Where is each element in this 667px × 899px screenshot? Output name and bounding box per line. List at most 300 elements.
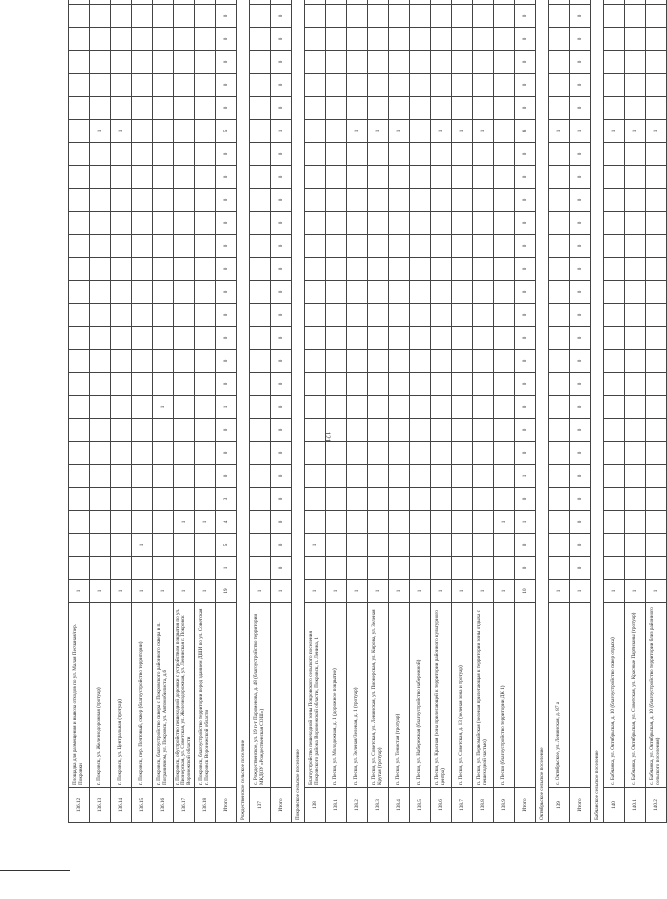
- value-cell: [604, 511, 625, 534]
- value-cell: 1: [153, 396, 174, 419]
- value-cell: [452, 5, 473, 28]
- value-cell: [326, 511, 347, 534]
- value-cell: [452, 327, 473, 350]
- object-description: с. Октябрьское, ул. Ленинская, д. 87 а: [549, 603, 570, 788]
- value-cell: [69, 51, 90, 74]
- value-cell: 0: [271, 488, 292, 511]
- value-cell: 0: [216, 373, 237, 396]
- value-cell: [132, 28, 153, 51]
- value-cell: [132, 488, 153, 511]
- value-cell: [305, 166, 326, 189]
- table-row: [347, 0, 368, 823]
- value-cell: [452, 557, 473, 580]
- value-cell: [549, 258, 570, 281]
- value-cell: [625, 419, 646, 442]
- value-cell: [368, 0, 389, 5]
- value-cell: [473, 511, 494, 534]
- value-cell: [195, 258, 216, 281]
- value-cell: 0: [271, 28, 292, 51]
- value-cell: [153, 28, 174, 51]
- value-cell: 0: [216, 97, 237, 120]
- value-cell: 0: [570, 465, 591, 488]
- value-cell: [111, 327, 132, 350]
- row-number: 136.16: [153, 788, 174, 823]
- value-cell: [195, 465, 216, 488]
- value-cell: [368, 51, 389, 74]
- value-cell: [132, 396, 153, 419]
- value-cell: [549, 488, 570, 511]
- value-cell: [625, 235, 646, 258]
- value-cell: [389, 396, 410, 419]
- value-cell: [473, 557, 494, 580]
- table-row: [625, 0, 646, 823]
- value-cell: [549, 465, 570, 488]
- value-cell: 1: [216, 396, 237, 419]
- row-number: 139: [549, 788, 570, 823]
- row-number: 138.3: [368, 788, 389, 823]
- value-cell: [326, 166, 347, 189]
- value-cell: 0: [515, 51, 536, 74]
- value-cell: [174, 258, 195, 281]
- value-cell: [90, 373, 111, 396]
- value-cell: [549, 373, 570, 396]
- value-cell: [410, 120, 431, 143]
- value-cell: [604, 5, 625, 28]
- value-cell: 1: [305, 580, 326, 603]
- value-cell: [368, 74, 389, 97]
- value-cell: [132, 51, 153, 74]
- value-cell: [368, 511, 389, 534]
- value-cell: 1: [174, 580, 195, 603]
- value-cell: [646, 304, 667, 327]
- value-cell: [494, 166, 515, 189]
- value-cell: 0: [515, 143, 536, 166]
- value-cell: [494, 281, 515, 304]
- value-cell: [90, 97, 111, 120]
- value-cell: [410, 166, 431, 189]
- value-cell: [452, 74, 473, 97]
- value-cell: 0: [515, 396, 536, 419]
- value-cell: [368, 373, 389, 396]
- value-cell: [174, 396, 195, 419]
- value-cell: [604, 557, 625, 580]
- value-cell: 0: [216, 442, 237, 465]
- row-number: 140.2: [646, 788, 667, 823]
- object-description: г. Покровск, пер. Почтовый, сквер (благоустройство территории): [132, 603, 153, 788]
- value-cell: [646, 281, 667, 304]
- value-cell: [347, 5, 368, 28]
- object-description: п. Пески (благоустройство территории ДК 1): [494, 603, 515, 788]
- value-cell: [132, 281, 153, 304]
- value-cell: [195, 143, 216, 166]
- value-cell: [305, 120, 326, 143]
- value-cell: [195, 373, 216, 396]
- value-cell: [473, 534, 494, 557]
- value-cell: [494, 120, 515, 143]
- value-cell: [195, 442, 216, 465]
- value-cell: 1: [646, 580, 667, 603]
- value-cell: [625, 166, 646, 189]
- value-cell: [452, 396, 473, 419]
- value-cell: [410, 396, 431, 419]
- value-cell: [368, 304, 389, 327]
- value-cell: [368, 442, 389, 465]
- value-cell: 0: [570, 28, 591, 51]
- value-cell: [410, 281, 431, 304]
- value-cell: [305, 212, 326, 235]
- object-description: п. Пески, ул. Тенистая (тротуар): [389, 603, 410, 788]
- value-cell: [174, 281, 195, 304]
- value-cell: [549, 304, 570, 327]
- value-cell: [111, 557, 132, 580]
- value-cell: 1: [195, 580, 216, 603]
- value-cell: [452, 97, 473, 120]
- value-cell: [305, 350, 326, 373]
- value-cell: 0: [271, 5, 292, 28]
- table-row: [604, 0, 625, 823]
- value-cell: 0: [216, 235, 237, 258]
- value-cell: [368, 534, 389, 557]
- value-cell: 0: [271, 373, 292, 396]
- value-cell: 0: [570, 442, 591, 465]
- value-cell: [174, 212, 195, 235]
- value-cell: [410, 74, 431, 97]
- value-cell: [368, 235, 389, 258]
- value-cell: [389, 373, 410, 396]
- value-cell: [90, 235, 111, 258]
- value-cell: 1: [494, 580, 515, 603]
- value-cell: 0: [515, 373, 536, 396]
- value-cell: [132, 189, 153, 212]
- value-cell: [326, 143, 347, 166]
- value-cell: [549, 143, 570, 166]
- value-cell: [111, 28, 132, 51]
- value-cell: [473, 189, 494, 212]
- value-cell: 0: [570, 97, 591, 120]
- value-cell: [111, 281, 132, 304]
- value-cell: [153, 212, 174, 235]
- value-cell: 1: [570, 580, 591, 603]
- value-cell: 0: [271, 97, 292, 120]
- value-cell: [494, 534, 515, 557]
- value-cell: [431, 396, 452, 419]
- value-cell: [90, 534, 111, 557]
- value-cell: [69, 212, 90, 235]
- row-number: 138.1: [326, 788, 347, 823]
- value-cell: 0: [515, 74, 536, 97]
- value-cell: [452, 442, 473, 465]
- value-cell: 0: [271, 557, 292, 580]
- value-cell: 1: [625, 120, 646, 143]
- row-number: 138.4: [389, 788, 410, 823]
- value-cell: [305, 258, 326, 281]
- value-cell: [410, 350, 431, 373]
- value-cell: [111, 212, 132, 235]
- value-cell: [250, 120, 271, 143]
- value-cell: 1: [347, 120, 368, 143]
- value-cell: [153, 511, 174, 534]
- value-cell: [452, 166, 473, 189]
- value-cell: [195, 189, 216, 212]
- value-cell: [174, 465, 195, 488]
- value-cell: [389, 5, 410, 28]
- value-cell: [195, 97, 216, 120]
- value-cell: [132, 166, 153, 189]
- value-cell: 0: [515, 189, 536, 212]
- value-cell: [326, 350, 347, 373]
- value-cell: [473, 258, 494, 281]
- value-cell: 0: [216, 28, 237, 51]
- page-number: 121: [323, 431, 332, 443]
- value-cell: [494, 28, 515, 51]
- value-cell: [494, 258, 515, 281]
- value-cell: [646, 51, 667, 74]
- value-cell: [549, 0, 570, 5]
- table-row: [368, 0, 389, 823]
- value-cell: [431, 511, 452, 534]
- value-cell: [111, 442, 132, 465]
- object-description: г. Покровск, ул. Железнодорожная (тротуар): [90, 603, 111, 788]
- value-cell: [625, 74, 646, 97]
- value-cell: [604, 212, 625, 235]
- table-row: [452, 0, 473, 823]
- value-cell: [90, 28, 111, 51]
- value-cell: [646, 74, 667, 97]
- value-cell: [494, 396, 515, 419]
- value-cell: [625, 511, 646, 534]
- value-cell: [410, 304, 431, 327]
- value-cell: [494, 5, 515, 28]
- value-cell: [473, 442, 494, 465]
- section-label: Рождественское сельское поселение: [237, 0, 250, 823]
- value-cell: [625, 143, 646, 166]
- value-cell: 0: [515, 235, 536, 258]
- value-cell: 1: [368, 580, 389, 603]
- value-cell: [549, 419, 570, 442]
- value-cell: 0: [515, 212, 536, 235]
- value-cell: [473, 465, 494, 488]
- value-cell: [90, 51, 111, 74]
- value-cell: [174, 28, 195, 51]
- value-cell: 1: [326, 580, 347, 603]
- value-cell: 0: [515, 419, 536, 442]
- value-cell: [494, 304, 515, 327]
- value-cell: 0: [515, 5, 536, 28]
- value-cell: [250, 396, 271, 419]
- value-cell: 0: [216, 465, 237, 488]
- row-number: 140.1: [625, 788, 646, 823]
- value-cell: [250, 28, 271, 51]
- value-cell: [132, 74, 153, 97]
- value-cell: [132, 557, 153, 580]
- value-cell: [90, 189, 111, 212]
- value-cell: [452, 28, 473, 51]
- value-cell: [69, 488, 90, 511]
- value-cell: 1: [69, 580, 90, 603]
- table-row: [389, 0, 410, 823]
- value-cell: [646, 396, 667, 419]
- value-cell: [368, 258, 389, 281]
- value-cell: [604, 442, 625, 465]
- value-cell: 0: [515, 281, 536, 304]
- row-number: 138.6: [431, 788, 452, 823]
- value-cell: [368, 97, 389, 120]
- value-cell: [625, 5, 646, 28]
- value-cell: 0: [515, 97, 536, 120]
- value-cell: [452, 212, 473, 235]
- value-cell: [305, 143, 326, 166]
- value-cell: [250, 51, 271, 74]
- value-cell: [305, 396, 326, 419]
- value-cell: 1: [111, 580, 132, 603]
- row-number: 136.12: [69, 788, 90, 823]
- object-description: Благоустройство пешеходной зоны Покровского сельского поселения Покровского района Воронежской области, Покровск, п. Ленина, 1: [305, 603, 326, 788]
- value-cell: [174, 488, 195, 511]
- value-cell: [111, 74, 132, 97]
- value-cell: [174, 120, 195, 143]
- table-row: [326, 0, 347, 823]
- value-cell: 0: [271, 350, 292, 373]
- table-row: [549, 0, 570, 823]
- value-cell: [195, 327, 216, 350]
- row-number: 140: [604, 788, 625, 823]
- value-cell: 1: [389, 120, 410, 143]
- value-cell: [153, 488, 174, 511]
- value-cell: [326, 304, 347, 327]
- value-cell: 0: [515, 28, 536, 51]
- value-cell: [389, 442, 410, 465]
- value-cell: [389, 28, 410, 51]
- value-cell: [305, 442, 326, 465]
- value-cell: [347, 212, 368, 235]
- value-cell: 1: [250, 580, 271, 603]
- value-cell: [90, 511, 111, 534]
- value-cell: [90, 557, 111, 580]
- value-cell: 1: [347, 580, 368, 603]
- value-cell: [431, 189, 452, 212]
- value-cell: [494, 327, 515, 350]
- value-cell: 1: [549, 120, 570, 143]
- value-cell: [174, 143, 195, 166]
- value-cell: 5: [216, 534, 237, 557]
- value-cell: [473, 51, 494, 74]
- value-cell: [326, 51, 347, 74]
- total-label: Итого: [570, 788, 591, 823]
- value-cell: [347, 51, 368, 74]
- row-number: 136.15: [132, 788, 153, 823]
- value-cell: [195, 51, 216, 74]
- value-cell: [132, 212, 153, 235]
- object-description: [271, 603, 292, 788]
- value-cell: [389, 534, 410, 557]
- value-cell: 0: [570, 5, 591, 28]
- value-cell: 1: [431, 120, 452, 143]
- value-cell: [494, 557, 515, 580]
- value-cell: [431, 0, 452, 5]
- value-cell: [153, 350, 174, 373]
- value-cell: [549, 534, 570, 557]
- value-cell: [305, 74, 326, 97]
- value-cell: [604, 465, 625, 488]
- value-cell: [431, 97, 452, 120]
- object-description: г. Покровск, ул. Центральная (тротуар): [111, 603, 132, 788]
- value-cell: [473, 304, 494, 327]
- table-row: [646, 0, 667, 823]
- value-cell: 0: [216, 281, 237, 304]
- value-cell: 0: [515, 534, 536, 557]
- value-cell: [326, 28, 347, 51]
- value-cell: [326, 212, 347, 235]
- value-cell: [153, 281, 174, 304]
- value-cell: [625, 396, 646, 419]
- value-cell: [431, 258, 452, 281]
- value-cell: [69, 557, 90, 580]
- value-cell: [473, 143, 494, 166]
- value-cell: [646, 212, 667, 235]
- value-cell: [195, 419, 216, 442]
- value-cell: [410, 51, 431, 74]
- value-cell: [90, 0, 111, 5]
- row-number: 138.5: [410, 788, 431, 823]
- value-cell: [250, 557, 271, 580]
- value-cell: [646, 350, 667, 373]
- value-cell: [431, 465, 452, 488]
- value-cell: [305, 281, 326, 304]
- value-cell: [195, 28, 216, 51]
- value-cell: [347, 0, 368, 5]
- value-cell: [473, 97, 494, 120]
- value-cell: 1: [111, 120, 132, 143]
- value-cell: 0: [216, 350, 237, 373]
- value-cell: [174, 373, 195, 396]
- value-cell: 0: [570, 511, 591, 534]
- value-cell: 0: [271, 143, 292, 166]
- table-row: [591, 0, 604, 823]
- value-cell: [389, 350, 410, 373]
- table-row: [570, 0, 591, 823]
- value-cell: 1: [195, 511, 216, 534]
- value-cell: [431, 143, 452, 166]
- value-cell: 1: [271, 120, 292, 143]
- value-cell: [326, 120, 347, 143]
- value-cell: [69, 327, 90, 350]
- value-cell: [111, 51, 132, 74]
- value-cell: [90, 442, 111, 465]
- value-cell: [216, 0, 237, 5]
- value-cell: [494, 350, 515, 373]
- value-cell: 0: [515, 488, 536, 511]
- value-cell: [69, 235, 90, 258]
- value-cell: [389, 465, 410, 488]
- value-cell: [326, 465, 347, 488]
- value-cell: [174, 442, 195, 465]
- value-cell: 1: [604, 580, 625, 603]
- value-cell: [90, 143, 111, 166]
- value-cell: [347, 511, 368, 534]
- value-cell: [473, 212, 494, 235]
- value-cell: 0: [216, 258, 237, 281]
- value-cell: [410, 511, 431, 534]
- value-cell: 0: [570, 189, 591, 212]
- value-cell: [111, 373, 132, 396]
- value-cell: 1: [132, 534, 153, 557]
- value-cell: [111, 5, 132, 28]
- value-cell: 0: [271, 327, 292, 350]
- value-cell: [410, 235, 431, 258]
- value-cell: [195, 304, 216, 327]
- value-cell: [132, 304, 153, 327]
- value-cell: [153, 143, 174, 166]
